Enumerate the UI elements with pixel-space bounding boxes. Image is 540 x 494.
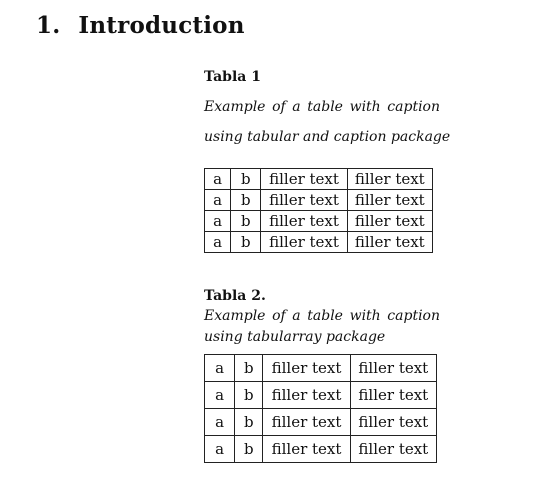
table-cell: a	[205, 382, 235, 409]
table-cell: filler text	[347, 169, 432, 190]
table-cell: filler text	[350, 382, 436, 409]
table-cell: filler text	[350, 355, 436, 382]
table-cell: a	[205, 169, 231, 190]
table-cell: b	[235, 436, 263, 463]
table-row	[205, 169, 433, 190]
table-cell: b	[235, 355, 263, 382]
table-cell: filler text	[261, 169, 347, 190]
table-row	[205, 211, 433, 232]
table-cell: filler text	[350, 436, 436, 463]
table-cell: filler text	[261, 190, 347, 211]
table-row	[205, 232, 433, 253]
table2-caption-line-2: using tabularray package	[204, 329, 386, 345]
table-row	[205, 409, 437, 436]
table-cell: b	[231, 211, 261, 232]
table1-label: Tabla 1	[204, 69, 261, 85]
section-heading	[36, 12, 245, 39]
section-number: 1.	[36, 12, 61, 39]
table2-label: Tabla 2.	[204, 288, 266, 304]
table-cell: filler text	[350, 409, 436, 436]
table-cell: filler text	[263, 409, 350, 436]
table-row	[205, 382, 437, 409]
table-cell: filler text	[263, 355, 350, 382]
table-cell: a	[205, 211, 231, 232]
table1	[204, 168, 433, 253]
table-cell: a	[205, 409, 235, 436]
table-cell: filler text	[347, 232, 432, 253]
table-cell: b	[231, 169, 261, 190]
table-row	[205, 436, 437, 463]
table-cell: b	[235, 382, 263, 409]
table-cell: b	[231, 232, 261, 253]
table-cell: b	[231, 190, 261, 211]
table2-caption-line-1: Example of a table with caption	[204, 308, 440, 324]
table2	[204, 354, 437, 463]
table-row	[205, 190, 433, 211]
table-cell: filler text	[261, 211, 347, 232]
table-cell: a	[205, 436, 235, 463]
table-cell: filler text	[347, 211, 432, 232]
table-cell: filler text	[347, 190, 432, 211]
table-cell: a	[205, 232, 231, 253]
table1-caption-line-1: Example of a table with caption	[204, 99, 440, 115]
section-title: Introduction	[78, 12, 245, 39]
table-cell: a	[205, 355, 235, 382]
table1-caption-line-2: using tabular and caption package	[204, 129, 451, 145]
table-cell: filler text	[263, 382, 350, 409]
table-cell: a	[205, 190, 231, 211]
table-row	[205, 355, 437, 382]
table-cell: filler text	[263, 436, 350, 463]
table-cell: filler text	[261, 232, 347, 253]
table-cell: b	[235, 409, 263, 436]
